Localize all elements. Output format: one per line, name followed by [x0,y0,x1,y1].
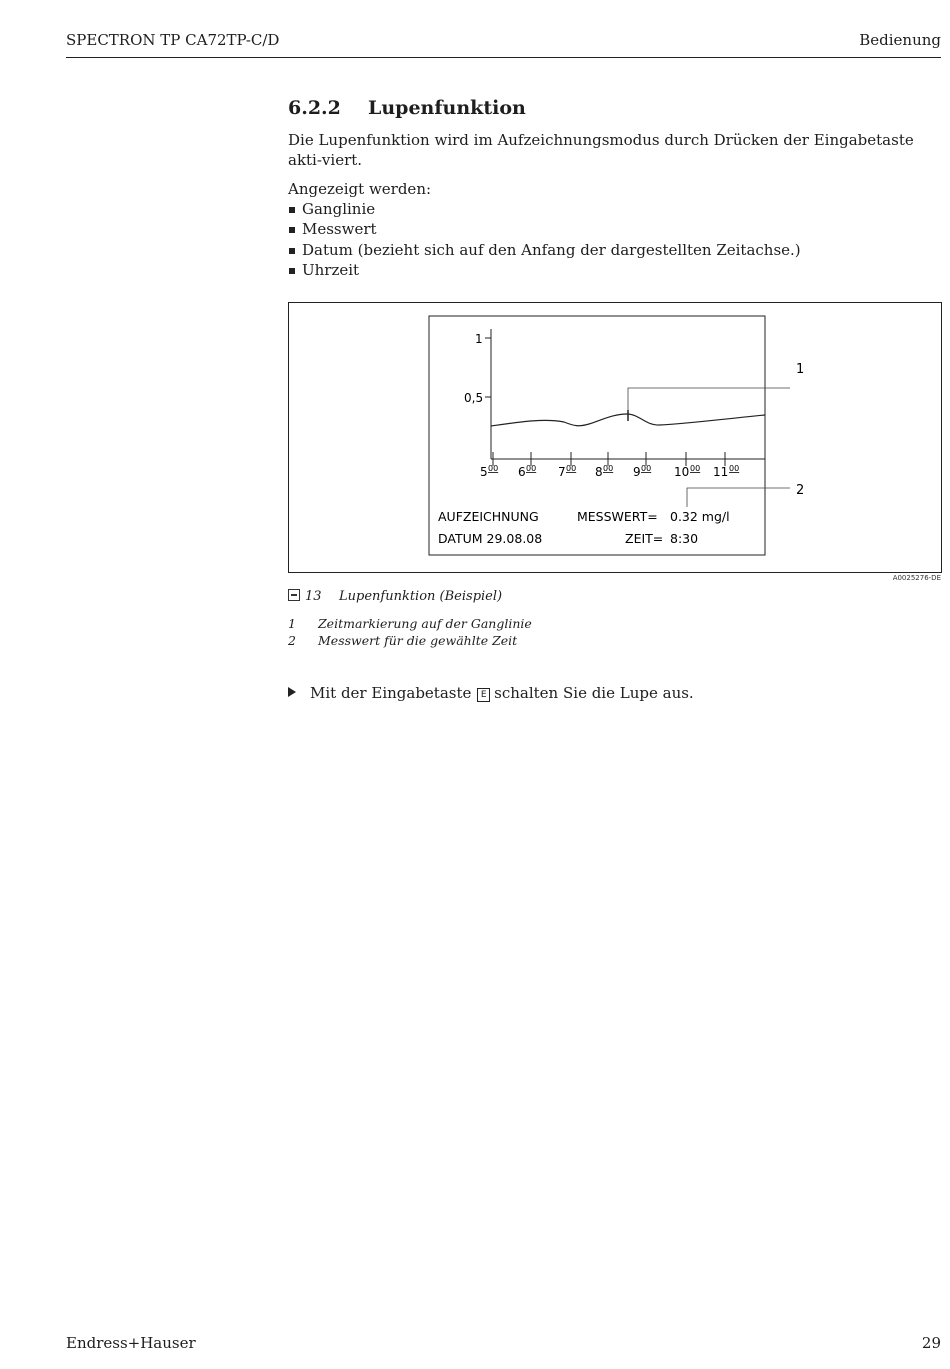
date-label: DATUM 29.08.08 [438,531,543,546]
footer-brand: Endress+Hauser [66,1334,196,1352]
page-number: 29 [921,1334,941,1352]
enter-key-icon: E [477,688,490,702]
x-tick-minutes: 00 [729,464,740,473]
x-tick-hour: 8 [595,465,603,479]
y-tick-label: 1 [475,332,483,346]
action-text-after: schalten Sie die Lupe aus. [494,684,694,702]
figure-caption [288,589,502,604]
callout-2-label: 2 [796,483,805,498]
list-item: Uhrzeit [288,260,801,280]
y-tick-label: 0,5 [464,391,484,405]
action-text-before: Mit der Eingabetaste [310,684,472,702]
legend-item [288,632,532,649]
section-number: 6.2.2 [288,97,341,119]
x-tick-minutes: 00 [566,464,577,473]
list-item: Ganglinie [288,199,801,219]
x-tick-hour: 5 [480,465,488,479]
legend-item [288,615,532,632]
figure-icon [288,589,300,601]
callout-2-line [687,488,790,507]
legend-number: 1 [288,616,296,631]
x-tick-hour: 11 [713,465,729,479]
x-tick-hour: 6 [518,465,526,479]
x-tick-minutes: 00 [526,464,537,473]
x-tick-minutes: 00 [690,464,701,473]
value-label: MESSWERT= [577,509,658,524]
list-item: Messwert [288,219,801,239]
header-chapter: Bedienung [859,31,941,49]
x-tick-hour: 10 [674,465,690,479]
callout-1-label: 1 [796,362,805,377]
x-tick-hour: 7 [558,465,566,479]
list-intro: Angezeigt werden: [288,180,432,198]
mode-label: AUFZEICHNUNG [438,509,539,524]
figure-id: A0025276-DE [892,574,941,582]
list-item: Datum (bezieht sich auf den Anfang der dargestellten Zeitachse.) [288,240,801,260]
x-tick-minutes: 00 [488,464,499,473]
display-items-list [288,199,801,280]
caption-text: Lupenfunktion (Beispiel) [339,589,503,604]
callout-1-line [628,388,790,410]
legend-text: Messwert für die gewählte Zeit [318,633,518,648]
display-illustration [289,303,941,572]
action-arrow-icon [288,687,296,697]
figure-number: 13 [305,589,322,604]
legend-number: 2 [288,633,296,648]
section-heading [288,97,526,119]
time-label: ZEIT= [625,531,664,546]
action-step [288,684,694,702]
intro-paragraph: Die Lupenfunktion wird im Aufzeichnungsmodus durch Drücken der Eingabetaste akti-viert. [288,131,914,169]
figure-frame [288,302,942,573]
x-tick-group [480,452,739,479]
legend-text: Zeitmarkierung auf der Ganglinie [318,616,532,631]
header-rule [66,57,941,58]
x-tick-hour: 9 [633,465,641,479]
header-product: SPECTRON TP CA72TP-C/D [66,31,280,49]
time-value: 8:30 [670,531,699,546]
figure-legend [288,615,532,649]
x-tick-minutes: 00 [641,464,652,473]
x-tick-minutes: 00 [603,464,614,473]
section-title: Lupenfunktion [368,97,526,119]
measured-value: 0.32 mg/l [670,509,730,524]
